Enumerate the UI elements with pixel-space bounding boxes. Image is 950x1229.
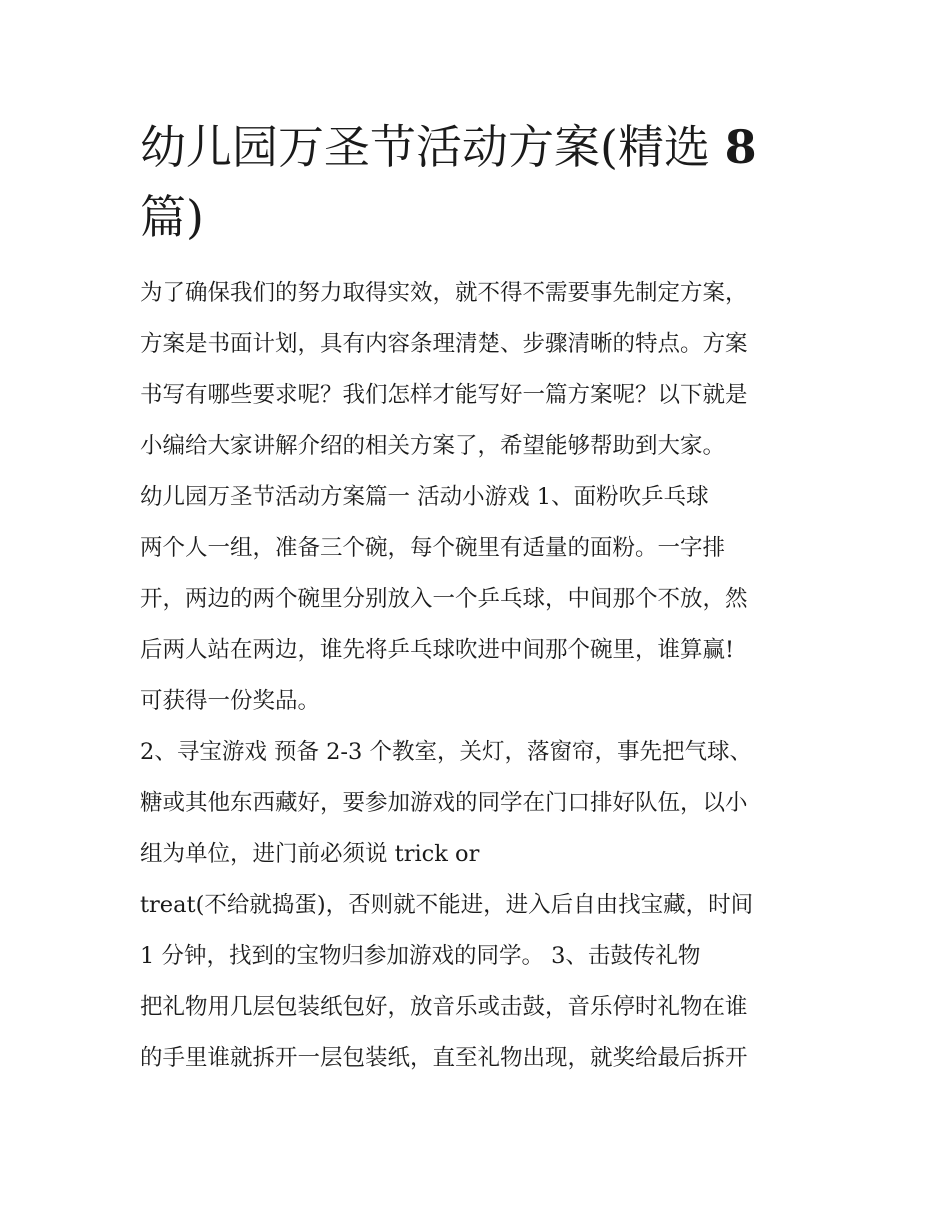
title-line-1: 幼儿园万圣节活动方案(精选 8 <box>140 120 757 174</box>
document-page <box>140 112 820 1084</box>
body-line: 2、寻宝游戏 预备 2-3 个教室，关灯，落窗帘，事先把气球、 <box>140 739 753 765</box>
body-line: 的手里谁就拆开一层包装纸，直至礼物出现，就奖给最后拆开 <box>140 1045 748 1071</box>
document-title <box>140 112 820 252</box>
body-line: 组为单位，进门前必须说 trick or <box>140 841 480 867</box>
body-line: 方案是书面计划，具有内容条理清楚、步骤清晰的特点。方案 <box>140 331 748 357</box>
title-line-2: 篇) <box>140 190 204 244</box>
body-line: 开，两边的两个碗里分别放入一个乒乓球，中间那个不放，然 <box>140 586 748 612</box>
body-line: 两个人一组，准备三个碗，每个碗里有适量的面粉。一字排 <box>140 535 726 561</box>
body-line: 糖或其他东西藏好，要参加游戏的同学在门口排好队伍，以小 <box>140 790 748 816</box>
body-line: 1 分钟，找到的宝物归参加游戏的同学。 3、击鼓传礼物 <box>140 943 701 969</box>
body-line: treat(不给就捣蛋)，否则就不能进，进入后自由找宝藏，时间 <box>140 892 754 918</box>
body-line: 后两人站在两边，谁先将乒乓球吹进中间那个碗里，谁算赢! <box>140 637 735 663</box>
body-line: 可获得一份奖品。 <box>140 688 321 714</box>
body-line: 书写有哪些要求呢？我们怎样才能写好一篇方案呢？以下就是 <box>140 382 748 408</box>
body-line: 幼儿园万圣节活动方案篇一 活动小游戏 1、面粉吹乒乓球 <box>140 484 709 510</box>
document-body <box>140 268 820 1084</box>
body-line: 为了确保我们的努力取得实效，就不得不需要事先制定方案， <box>140 280 748 306</box>
title-number: 8 <box>724 120 757 174</box>
body-line: 把礼物用几层包装纸包好，放音乐或击鼓，音乐停时礼物在谁 <box>140 994 748 1020</box>
body-line: 小编给大家讲解介绍的相关方案了，希望能够帮助到大家。 <box>140 433 726 459</box>
